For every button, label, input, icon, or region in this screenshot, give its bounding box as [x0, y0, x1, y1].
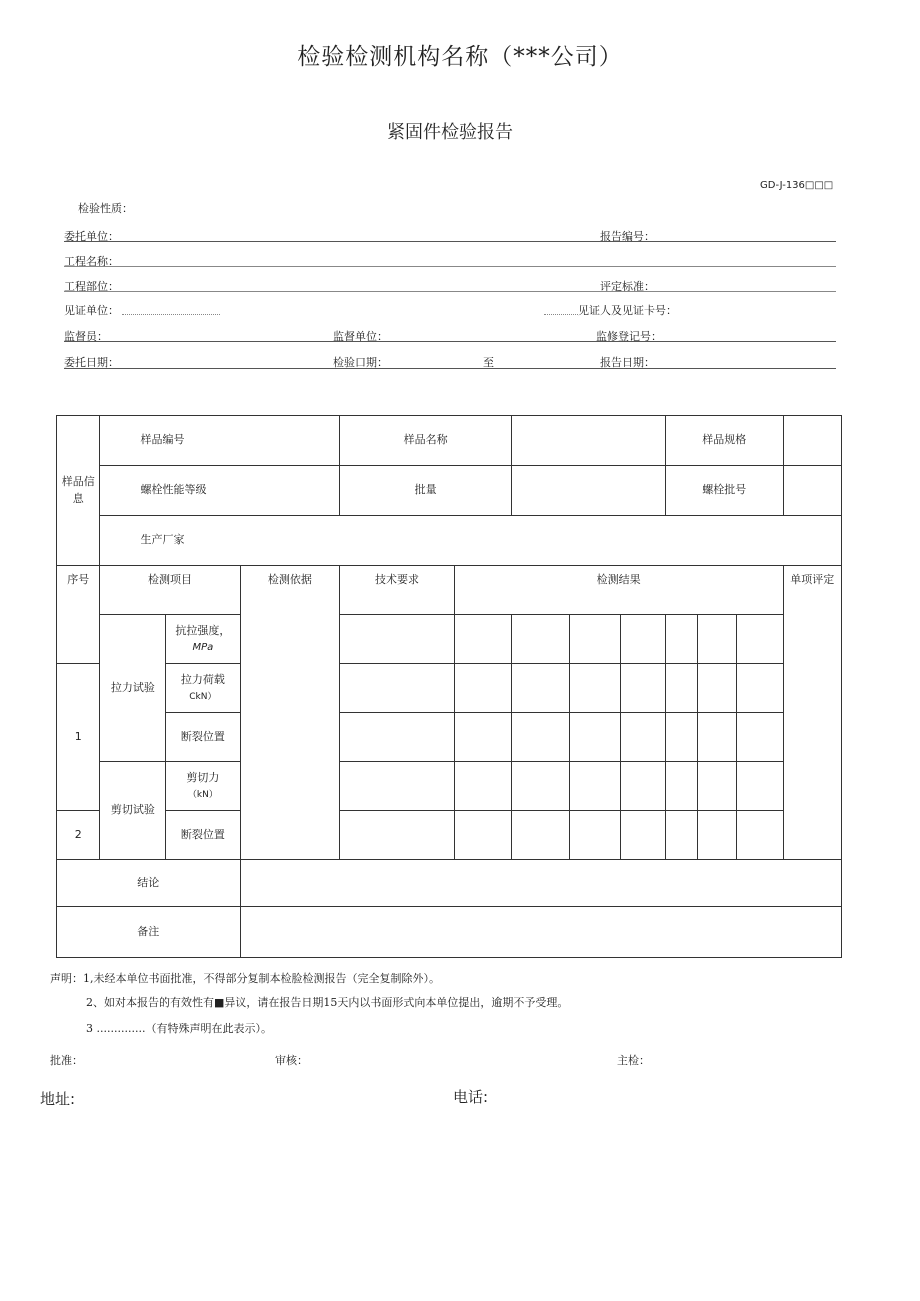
- report-date-label: 报告日期：: [600, 356, 655, 369]
- supervisor-line: [64, 341, 836, 342]
- eval-standard-label: 评定标准：: [600, 280, 655, 293]
- batch-qty-value: [512, 466, 666, 516]
- test-date-label: 检验口期：: [333, 356, 388, 369]
- review-label: 审核：: [275, 1054, 308, 1067]
- commission-date-label: 委托日期：: [64, 356, 119, 369]
- bolt-batch-value: [783, 466, 841, 516]
- sample-spec-label: 样品规格: [665, 416, 783, 466]
- supervisor-label: 监督员：: [64, 330, 108, 343]
- supervision-reg-label: 监修登记号：: [596, 330, 662, 343]
- test-result-header: 检测结果: [454, 566, 783, 615]
- client-unit-label: 委托单位：: [64, 230, 119, 243]
- seq-header: 序号: [57, 566, 100, 664]
- tensile-load-unit: CkN）: [189, 692, 217, 702]
- tensile-test-label: 拉力试验: [100, 615, 166, 762]
- sample-no-label: 样品编号: [100, 416, 340, 466]
- shear-force-unit: （kN）: [187, 790, 218, 800]
- row2-no: 2: [57, 811, 100, 860]
- statement-line-2: 2、如对本报告的有效性有■异议，请在报告日期15天内以书面形式向本单位提出，逾期不予受理。: [86, 996, 569, 1009]
- row1-no: 1: [57, 664, 100, 811]
- shear-force-cell: [166, 762, 240, 811]
- sample-info-label: 样品信息: [57, 416, 100, 566]
- project-part-label: 工程部位：: [64, 280, 119, 293]
- single-eval-header: 单项评定: [783, 566, 841, 860]
- date-line: [64, 368, 836, 369]
- fracture-pos-label: 断裂位置: [166, 713, 240, 762]
- witness-unit-line: [122, 314, 220, 315]
- project-part-line: [64, 291, 836, 292]
- witness-person-line: [544, 314, 578, 315]
- bolt-batch-label: 螺栓批号: [665, 466, 783, 516]
- fracture-pos-2-label: 断裂位置: [166, 811, 240, 860]
- statement-line-3: 3 ..............（有特殊声明在此表示）。: [86, 1022, 272, 1035]
- supervision-unit-label: 监督单位：: [333, 330, 388, 343]
- remarks-value: [240, 907, 842, 958]
- inspection-nature-label: 检验性质：: [78, 202, 133, 215]
- approve-label: 批准：: [50, 1054, 83, 1067]
- inspection-table: [56, 415, 842, 958]
- shear-test-label: 剪切试验: [100, 762, 166, 860]
- client-unit-line: [64, 241, 836, 242]
- sample-name-value: [512, 416, 666, 466]
- address-label: 地址:: [40, 1090, 76, 1108]
- organization-name: 检验检测机构名称（***公司）: [297, 44, 623, 70]
- batch-qty-label: 批量: [340, 466, 512, 516]
- conclusion-value: [240, 860, 842, 907]
- bolt-grade-label: 螺栓性能等级: [100, 466, 340, 516]
- manufacturer-label: 生产厂家: [100, 516, 842, 566]
- tensile-load-label: 拉力荷载: [180, 672, 225, 686]
- remarks-label: 备注: [57, 907, 241, 958]
- tech-req-header: 技术要求: [340, 566, 455, 615]
- form-code: GD-J-136□□□: [760, 180, 834, 191]
- tensile-strength-unit: MPa: [192, 642, 214, 653]
- report-no-label: 报告编号：: [600, 230, 655, 243]
- witness-unit-label: 见证单位：: [64, 304, 119, 317]
- shear-force-label: 剪切力: [186, 770, 220, 784]
- project-name-line: [64, 266, 836, 267]
- report-title: 紧固件检验报告: [387, 122, 513, 143]
- phone-label: 电话:: [453, 1088, 489, 1106]
- witness-person-label: 见证人及见证卡号：: [578, 304, 677, 317]
- sample-name-label: 样品名称: [340, 416, 512, 466]
- tensile-load-cell: [166, 664, 240, 713]
- statement-line-1: 声明：1,未经本单位书面批准，不得部分复制本检脸检测报告（完全复制除外）。: [50, 972, 440, 985]
- test-item-header: 检测项目: [100, 566, 240, 615]
- conclusion-label: 结论: [57, 860, 241, 907]
- to-label: 至: [483, 356, 494, 369]
- project-name-label: 工程名称：: [64, 255, 119, 268]
- tensile-strength-cell: [166, 615, 240, 664]
- tensile-strength-label: 抗拉强度，: [175, 623, 231, 637]
- inspector-label: 主检：: [617, 1054, 650, 1067]
- sample-spec-value: [783, 416, 841, 466]
- test-basis-header: 检测依据: [240, 566, 340, 860]
